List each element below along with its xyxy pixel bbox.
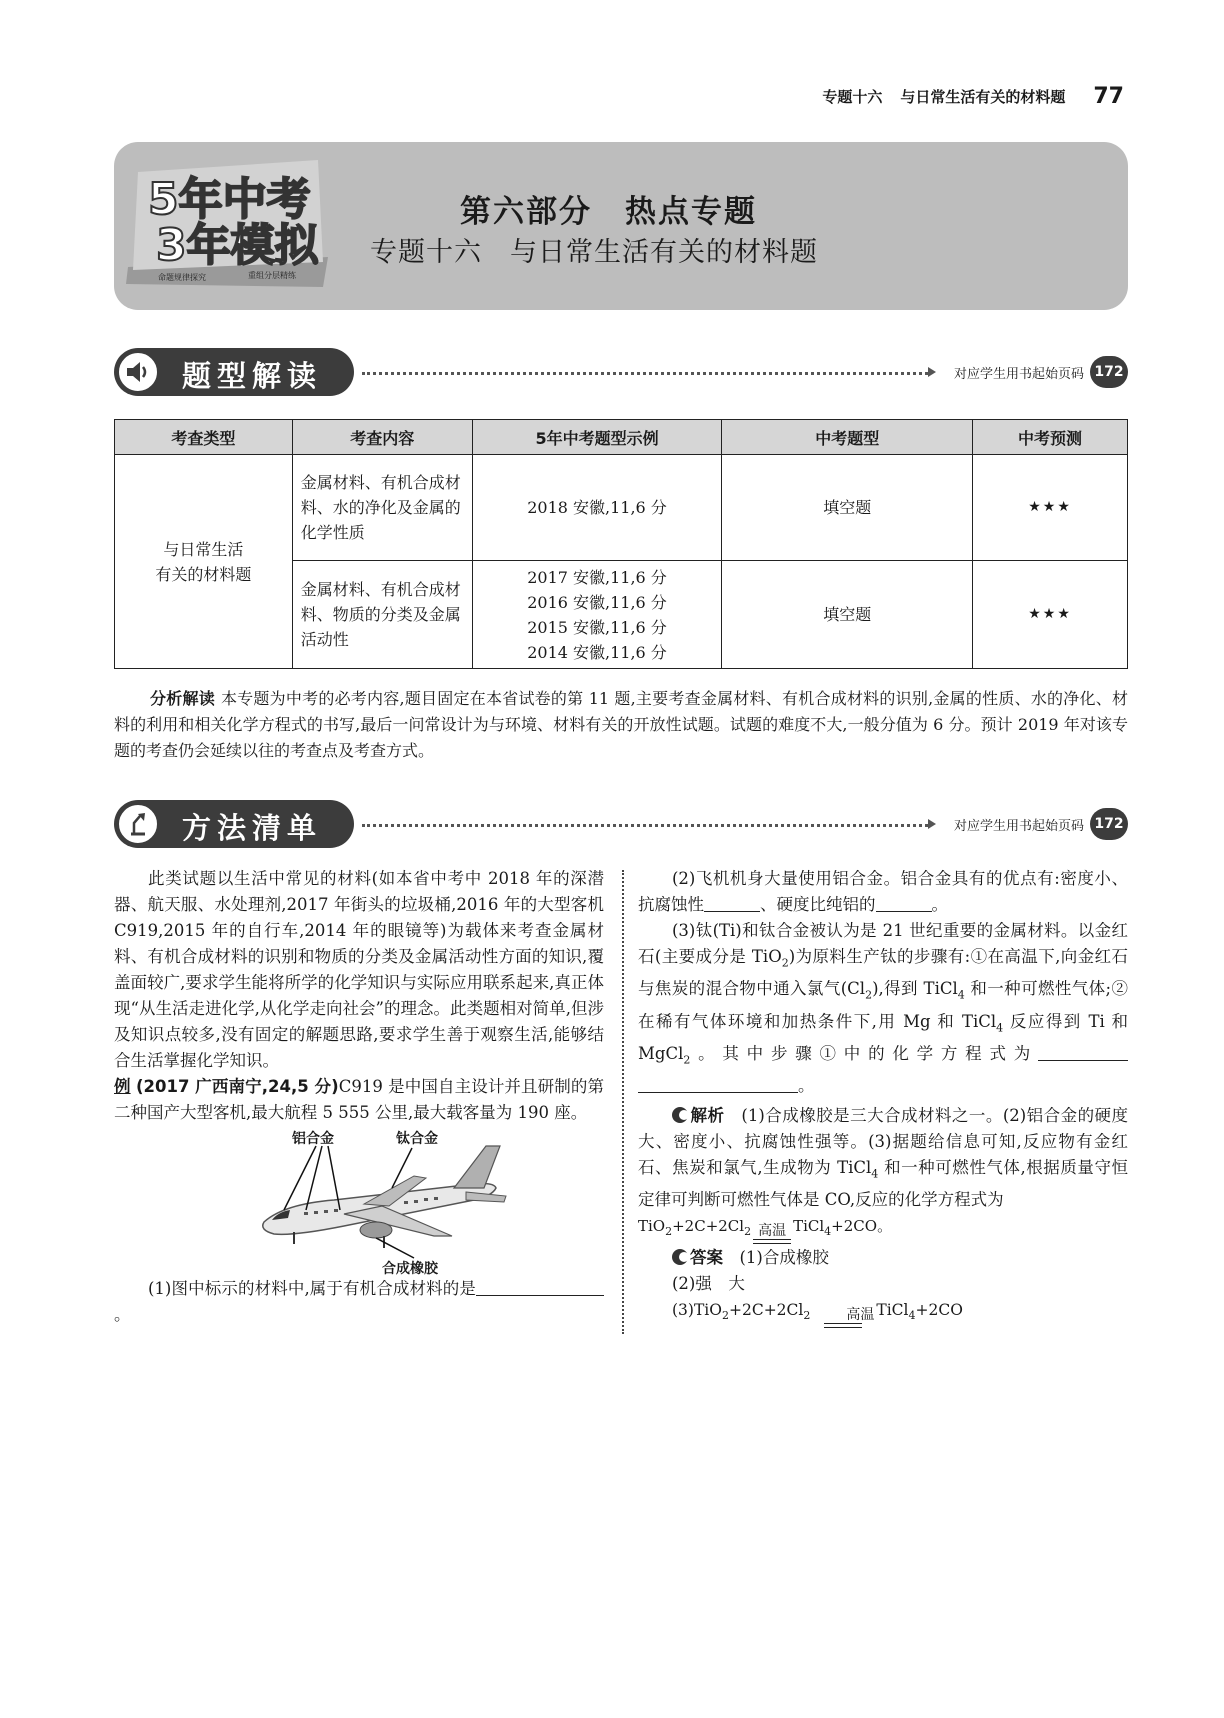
cell-line: 与日常生活 [163,539,244,559]
q2-text: 、硬度比纯铝的 [760,895,876,914]
cell-line: 金属材料、有机合成材 [300,580,461,599]
airplane-figure [114,1126,604,1276]
page-ref-label: 对应学生用书起始页码 [953,819,1084,834]
cell-prediction: ★★★ [973,561,1128,669]
subscript: 4 [871,1167,879,1181]
answer-blank[interactable] [574,1278,604,1296]
punct: 。 [798,1076,815,1096]
example-label: 例 [114,1077,131,1096]
reaction-condition: 高温 [758,1223,787,1240]
cell-content [292,455,472,561]
example-text: C919 是中国自主设计并且研制的第二种国产大型客机,最大航程 5 555 公里,最大载客量为 190 座。 [114,1077,604,1122]
cell-question-type: 填空题 [722,561,973,669]
table-header-row [115,420,1128,455]
example-source: (2017 广西南宁,24,5 分) [135,1077,339,1096]
subscript: 4 [908,1309,916,1323]
subscript: 2 [721,1309,729,1323]
cell-question-type: 填空题 [722,455,973,561]
question-3 [638,918,1128,1099]
section-title: 方法清单 [182,811,323,845]
analysis-paragraph [114,686,1128,764]
table-header: 中考题型 [722,420,973,455]
punct: 。 [931,895,948,914]
cell-line: 料、物质的分类及金属 [300,605,461,624]
solution-text: 和一种可燃性气体,根据质量守恒定律可判断可燃性气体是 CO,反应的化学方程式为 [638,1158,1128,1210]
cell-line: 2018 安徽,11,6 分 [527,498,667,517]
cell-line: 料、水的净化及金属的 [300,498,461,517]
table-row [115,455,1128,561]
cell-prediction: ★★★ [973,455,1128,561]
answer-blank[interactable] [638,1075,798,1093]
question-1 [114,1276,604,1328]
label-aluminum-alloy: 铝合金 [292,1131,334,1147]
subscript: 2 [803,1309,811,1323]
running-head-title: 与日常生活有关的材料题 [900,88,1066,106]
subscript: 4 [996,1020,1004,1034]
speaker-icon [116,350,160,394]
cell-exam-type [115,455,293,669]
q3-text: 反应得到 Ti 和 MgCl [638,1011,1128,1063]
answer [638,1245,1128,1271]
q3-text: 。其中步骤①中的化学方程式为 [690,1043,1038,1063]
chapter-subtitle: 专题十六 与日常生活有关的材料题 [370,237,818,268]
running-head [822,84,1124,109]
table-header: 5年中考题型示例 [472,420,722,455]
answer-blank[interactable] [1038,1043,1128,1061]
eq-part: TiO [638,1217,666,1236]
answer-1: (1)合成橡胶 [739,1248,829,1268]
section-header-question-types [114,348,1128,396]
arrow-right-icon [928,367,936,377]
q3-text: )为原料生产钛的步骤有:①在高温下,向金红石与焦炭的混合物中通入氯气(Cl [638,947,1128,999]
right-column [638,866,1128,1330]
overview-table [114,419,1128,669]
q3-text: ),得到 TiCl [872,979,958,999]
subscript: 2 [665,1225,673,1239]
q1-text: (1)图中标示的材料中,属于有机合成材料的是 [148,1279,476,1298]
airplane-illustration [114,1126,604,1276]
logo-tag-left: 命题规律探究 [158,273,206,282]
subscript: 4 [957,988,965,1002]
cell-line: 活动性 [300,630,349,649]
arrow-right-icon [928,819,936,829]
label-synthetic-rubber: 合成橡胶 [382,1261,438,1277]
cell-examples [472,561,722,669]
answer-2: (2)强 大 [672,1274,745,1294]
logo-tag-right: 重组分层精练 [248,271,296,280]
subscript: 2 [744,1225,752,1239]
eq-part: +2C+2Cl [728,1301,804,1320]
part-title: 第六部分 热点专题 [460,194,757,230]
eq-part: (3) [672,1301,694,1320]
analysis-text: 本专题为中考的必考内容,题目固定在本省试卷的第 11 题,主要考查金属材料、有机合成材料的识别,金属的性质、水的净化、材料的利用和相关化学方程式的书写,最后一问常设计为与环境、材料有关的开放性试题。试题的难度不大,一般分值为 6 分。预计 2019 年对该专题的考查仍会延续以往的考查点及考查方式。 [114,689,1128,760]
table-header: 考查类型 [115,420,293,455]
left-column [114,866,604,1328]
eq-part: +2CO [915,1301,963,1320]
analysis-label: 分析解读 [150,689,215,708]
eq-part: TiO [693,1301,722,1320]
subscript: 2 [781,956,789,970]
answer-blank[interactable] [876,894,932,912]
reaction-arrow [753,1224,791,1244]
column-divider [622,870,624,1334]
punct: 。 [877,1217,893,1236]
eq-part: TiCl [793,1217,825,1236]
q3-text: (3)钛(Ti)和钛合金被认为是 21 世纪重要的金属材料。以金红石(主要成分是 TiO [638,921,1128,966]
solution-marker-icon [672,1107,688,1123]
page-ref-badge: 172 [1090,356,1128,388]
page-ref-badge: 172 [1090,808,1128,840]
example-question [114,1074,604,1126]
answer-blank[interactable] [476,1278,574,1296]
cell-line: 2014 安徽,11,6 分 [527,642,667,662]
section-header-methods [114,800,1128,848]
answer-blank[interactable] [704,894,760,912]
page-number: 77 [1093,84,1124,109]
answer-3 [638,1297,1128,1329]
answer-marker-icon [672,1249,688,1265]
logo-line1: 5年中考 [148,174,311,225]
label-titanium-alloy: 钛合金 [396,1131,438,1147]
table-header: 考查内容 [292,420,472,455]
cell-line: 2017 安徽,11,6 分 [527,567,667,587]
q3-text: 和一种可燃性气体;②在稀有气体环境和加热条件下,用 Mg 和 TiCl [638,979,1128,1031]
eq-part: +2C+2Cl [672,1217,745,1236]
solution-text: (1)合成橡胶是三大合成材料之一。(2)铝合金的硬度大、密度小、抗腐蚀性强等。(3)据题给信息可知,反应物有金红石、焦炭和氯气,生成物为 TiCl [638,1106,1129,1178]
reaction-condition: 高温 [846,1307,875,1324]
running-head-topic: 专题十六 [822,88,883,106]
method-intro: 此类试题以生活中常见的材料(如本省中考中 2018 年的深潜器、航天服、水处理剂,2017 年街头的垃圾桶,2016 年的大型客机 C919,2015 年的自行车,2014 年的眼镜等)为载体来考查金属材料、有机合成材料的识别和物质的分类及金属活动性方面的知识,覆盖面较广,要求学生能将所学的化学知识与实际应用联系起来,真正体现“从生活走进化学,从化学走向社会”的理念。此类题相对简单,但涉及知识点较多,没有固定的解题思路,要求学生善于观察生活,能够结合生活掌握化学知识。 [114,869,604,1070]
punct: 。 [114,1305,131,1324]
question-2 [638,866,1128,918]
cell-line: 金属材料、有机合成材 [300,473,461,492]
eq-part: +2CO [831,1217,878,1236]
page-ref-label: 对应学生用书起始页码 [953,367,1084,382]
cell-line: 2016 安徽,11,6 分 [527,592,667,612]
section-title: 题型解读 [182,359,323,393]
subscript: 2 [865,988,873,1002]
eq-part: TiCl [876,1301,909,1320]
answer-label: 答案 [690,1248,723,1268]
logo-line2: 3年模拟 [156,220,319,271]
book-logo [118,152,338,292]
lamp-icon [116,802,160,846]
cell-line: 有关的材料题 [155,564,252,584]
solution [638,1103,1128,1213]
solution-equation [638,1213,1128,1245]
cell-line: 化学性质 [300,523,365,542]
subscript: 4 [824,1225,832,1239]
subscript: 2 [683,1053,691,1067]
cell-content [292,561,472,669]
solution-label: 解析 [690,1106,725,1126]
table-header: 中考预测 [973,420,1128,455]
q2-text: (2)飞机机身大量使用铝合金。铝合金具有的优点有:密度小、抗腐蚀性 [638,869,1128,914]
reaction-arrow [812,1308,874,1328]
cell-examples [472,455,722,561]
cell-line: 2015 安徽,11,6 分 [527,617,667,637]
